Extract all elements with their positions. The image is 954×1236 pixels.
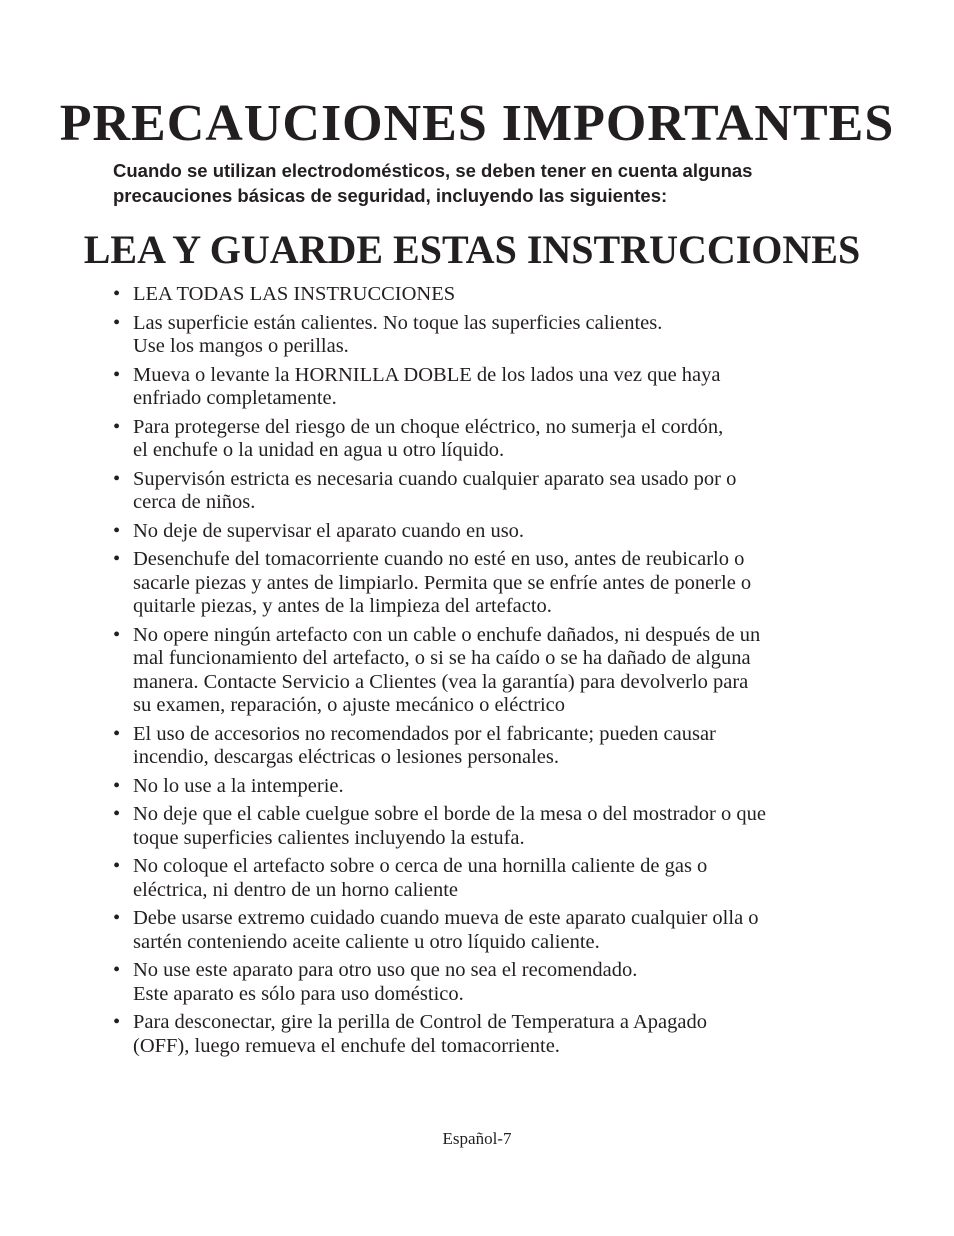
rule-item [113, 959, 853, 1006]
rule-item [113, 907, 853, 954]
rule-item [113, 803, 853, 850]
bullet-icon: • [113, 774, 121, 797]
bullet-icon: • [113, 283, 121, 305]
rule-text-line: Para desconectar, gire la perilla de Control de Temperatura a Apagado [133, 1011, 707, 1033]
bullet-icon: • [113, 548, 121, 570]
rule-item [113, 624, 853, 718]
rule-text-line: No use este aparato para otro uso que no sea el recomendado. [133, 959, 638, 981]
page-number: Español-7 [442, 1129, 512, 1148]
rule-item [113, 283, 853, 307]
rule-text-line: No deje que el cable cuelgue sobre el borde de la mesa o del mostrador o que [133, 803, 766, 825]
bullet-icon: • [113, 1011, 121, 1033]
rule-item [113, 312, 853, 359]
bullet-icon: • [113, 722, 121, 745]
bullet-icon: • [113, 959, 121, 981]
bullet-icon: • [113, 311, 121, 334]
rule-text-line: enfriado completamente. [133, 387, 337, 409]
rule-text-line: (OFF), luego remueva el enchufe del tomacorriente. [133, 1034, 560, 1057]
rule-text-line: El uso de accesorios no recomendados por el fabricante; pueden causar [133, 722, 716, 745]
rule-text-line: su examen, reparación, o ajuste mecánico o eléctrico [133, 694, 566, 716]
rule-text-line: cerca de niños. [133, 491, 256, 513]
rule-text-line: Desenchufe del tomacorriente cuando no esté en uso, antes de reubicarlo o [133, 548, 745, 570]
rule-text-line: Debe usarse extremo cuidado cuando mueva de este aparato cualquier olla o [133, 907, 759, 929]
rule-text-line: Mueva o levante la HORNILLA DOBLE de los lados una vez que haya [133, 363, 721, 386]
intro-text [113, 158, 853, 208]
rule-text-line: manera. Contacte Servicio a Clientes (vea la garantía) para devolverlo para [133, 670, 749, 693]
rule-text-line: Para protegerse del riesgo de un choque eléctrico, no sumerja el cordón, [133, 415, 724, 438]
rule-item [113, 855, 853, 902]
bullet-icon: • [113, 415, 121, 438]
rule-item [113, 520, 853, 544]
rule-text-line: No opere ningún artefacto con un cable o enchufe dañados, ni después de un [133, 623, 761, 646]
safety-rules-list [113, 283, 853, 1063]
rule-item [113, 364, 853, 411]
rule-text-line: toque superficies calientes incluyendo la estufa. [133, 826, 525, 849]
rule-item [113, 723, 853, 770]
rule-item [113, 548, 853, 619]
rule-text-line: sacarle piezas y antes de limpiarlo. Permita que se enfríe antes de ponerle o [133, 571, 752, 594]
rule-text-line: mal funcionamiento del artefacto, o si se ha caído o se ha dañado de alguna [133, 647, 751, 669]
rule-text-line: No lo use a la intemperie. [133, 774, 344, 797]
rule-text-line: sartén conteniendo aceite caliente u otro líquido caliente. [133, 930, 600, 953]
rule-item [113, 1011, 853, 1058]
rule-item [113, 775, 853, 799]
rule-text-line: Use los mangos o perillas. [133, 335, 349, 357]
rule-text-line: eléctrica, ni dentro de un horno caliente [133, 878, 459, 901]
rule-text-line: incendio, descargas eléctricas o lesiones personales. [133, 746, 559, 768]
bullet-icon: • [113, 519, 121, 542]
rule-item [113, 416, 853, 463]
bullet-icon: • [113, 363, 121, 386]
intro-line: precauciones básicas de seguridad, incluyendo las siguientes: [113, 185, 668, 206]
rule-text-line: Supervisón estricta es necesaria cuando cualquier aparato sea usado por o [133, 467, 737, 490]
rule-text-line: No coloque el artefacto sobre o cerca de una hornilla caliente de gas o [133, 855, 708, 877]
rule-text-line: Las superficie están calientes. No toque las superficies calientes. [133, 311, 663, 334]
page-title: PRECAUCIONES IMPORTANTES [59, 95, 895, 152]
rule-text-line: LEA TODAS LAS INSTRUCCIONES [133, 283, 456, 305]
bullet-icon: • [113, 855, 121, 877]
bullet-icon: • [113, 907, 121, 929]
rule-item [113, 468, 853, 515]
rule-text-line: quitarle piezas, y antes de la limpieza del artefacto. [133, 595, 552, 617]
intro-line: Cuando se utilizan electrodomésticos, se deben tener en cuenta algunas [113, 160, 753, 181]
bullet-icon: • [113, 467, 121, 490]
bullet-icon: • [113, 623, 121, 646]
rule-text-line: No deje de supervisar el aparato cuando en uso. [133, 519, 525, 542]
section-title: LEA Y GUARDE ESTAS INSTRUCCIONES [83, 227, 861, 272]
rule-text-line: el enchufe o la unidad en agua u otro líquido. [133, 439, 505, 461]
rule-text-line: Este aparato es sólo para uso doméstico. [133, 982, 464, 1005]
bullet-icon: • [113, 803, 121, 825]
